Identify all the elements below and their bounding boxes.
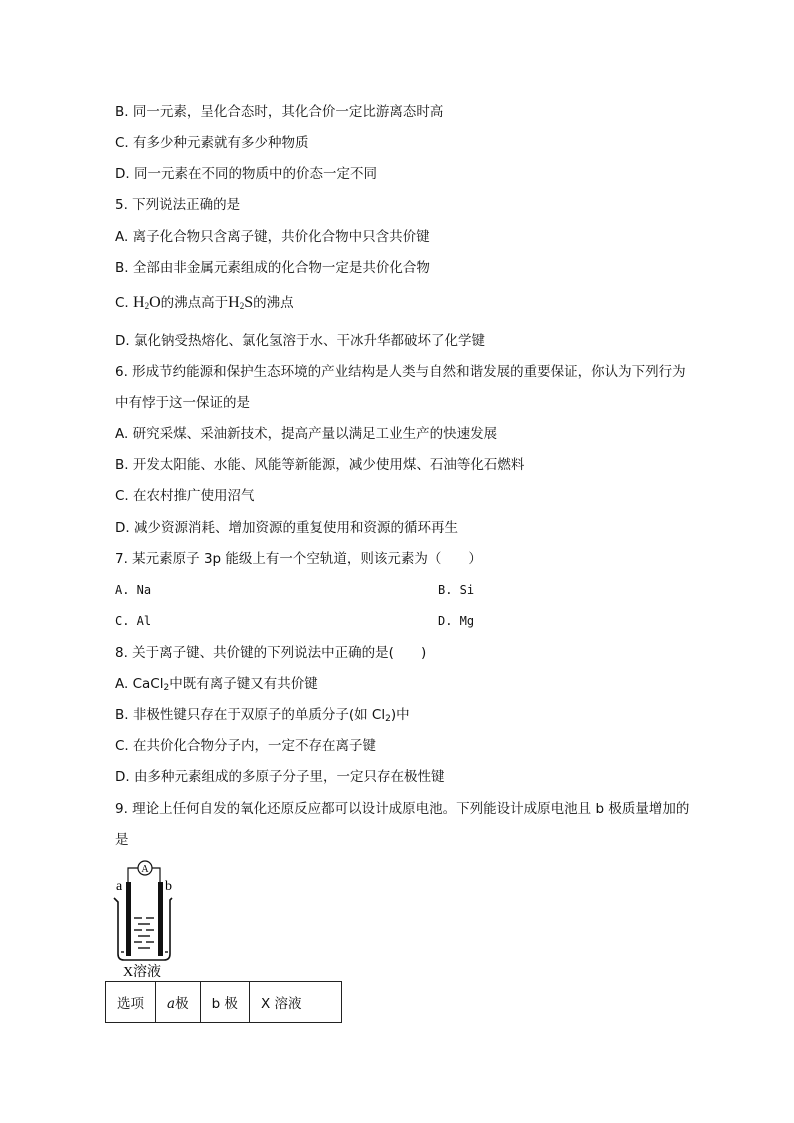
line-q5d: D. 氯化钠受热熔化、氯化氢溶于水、干冰升华都破坏了化学键 (115, 333, 485, 349)
ammeter-label: A (141, 864, 149, 875)
line-q4b: B. 同一元素，呈化合态时，其化合价一定比游离态时高 (115, 104, 444, 120)
line-q8d: D. 由多种元素组成的多原子分子里，一定只存在极性键 (115, 769, 445, 785)
header-x-solution: X 溶液 (249, 982, 342, 1023)
formula-h2s: $H_2S$ (228, 294, 254, 311)
line-q8a: A. CaCl$_2$中既有离子键又有共价键 (115, 676, 318, 693)
line-q6b: B. 开发太阳能、水能、风能等新能源，减少使用煤、石油等化石燃料 (115, 457, 525, 473)
line-q7c: C. Al (115, 614, 152, 628)
line-q4d: D. 同一元素在不同的物质中的价态一定不同 (115, 166, 377, 182)
line-q5b: B. 全部由非金属元素组成的化合物一定是共价化合物 (115, 260, 430, 276)
question-8: 8. 关于离子键、共价键的下列说法中正确的是( ) (115, 645, 427, 661)
electrode-b (158, 882, 163, 956)
header-b-electrode: b 极 (200, 982, 249, 1023)
line-q6a: A. 研究采煤、采油新技术，提高产量以满足工业生产的快速发展 (115, 426, 498, 442)
line-q7d: D. Mg (438, 614, 475, 628)
line-q5c (115, 293, 294, 316)
electrode-b-label: b (165, 879, 172, 894)
line-q7a: A. Na (115, 583, 152, 597)
option-letter: C. (115, 295, 129, 311)
line-q7b: B. Si (438, 583, 475, 597)
text-mid: 的沸点高于 (160, 295, 229, 311)
solution-caption: X溶液 (122, 965, 162, 980)
electrode-a (126, 882, 131, 956)
electrode-a-label: a (116, 879, 123, 894)
beaker-outline (114, 898, 172, 960)
table-header-row (106, 982, 342, 1023)
line-q6c: C. 在农村推广使用沼气 (115, 488, 255, 504)
options-table (105, 981, 342, 1023)
question-7: 7. 某元素原子 3p 能级上有一个空轨道，则该元素为（ ） (115, 551, 482, 567)
question-9-line2: 是 (115, 832, 129, 848)
question-9-line1: 9. 理论上任何自发的氧化还原反应都可以设计成原电池。下列能设计成原电池且 b 极质量增加的 (115, 801, 690, 817)
formula-h2o: $H_2O$ (133, 294, 161, 311)
header-a-electrode: a极 (156, 982, 201, 1023)
line-q8b: B. 非极性键只存在于双原子的单质分子(如 $Cl_2$)中 (115, 707, 410, 724)
line-q5a: A. 离子化合物只含离子键，共价化合物中只含共价键 (115, 229, 430, 245)
line-q6d: D. 减少资源消耗、增加资源的重复使用和资源的循环再生 (115, 520, 458, 536)
question-6-line2: 中有悖于这一保证的是 (115, 395, 250, 411)
question-6-line1: 6. 形成节约能源和保护生态环境的产业结构是人类与自然和谐发展的重要保证，你认为下列行为 (115, 364, 686, 380)
line-q8c: C. 在共价化合物分子内，一定不存在离子键 (115, 738, 377, 754)
galvanic-cell-diagram (108, 856, 178, 981)
header-option: 选项 (106, 982, 156, 1023)
question-5: 5. 下列说法正确的是 (115, 197, 241, 213)
line-q4c: C. 有多少种元素就有多少种物质 (115, 135, 309, 151)
text-end: 的沸点 (253, 295, 294, 311)
